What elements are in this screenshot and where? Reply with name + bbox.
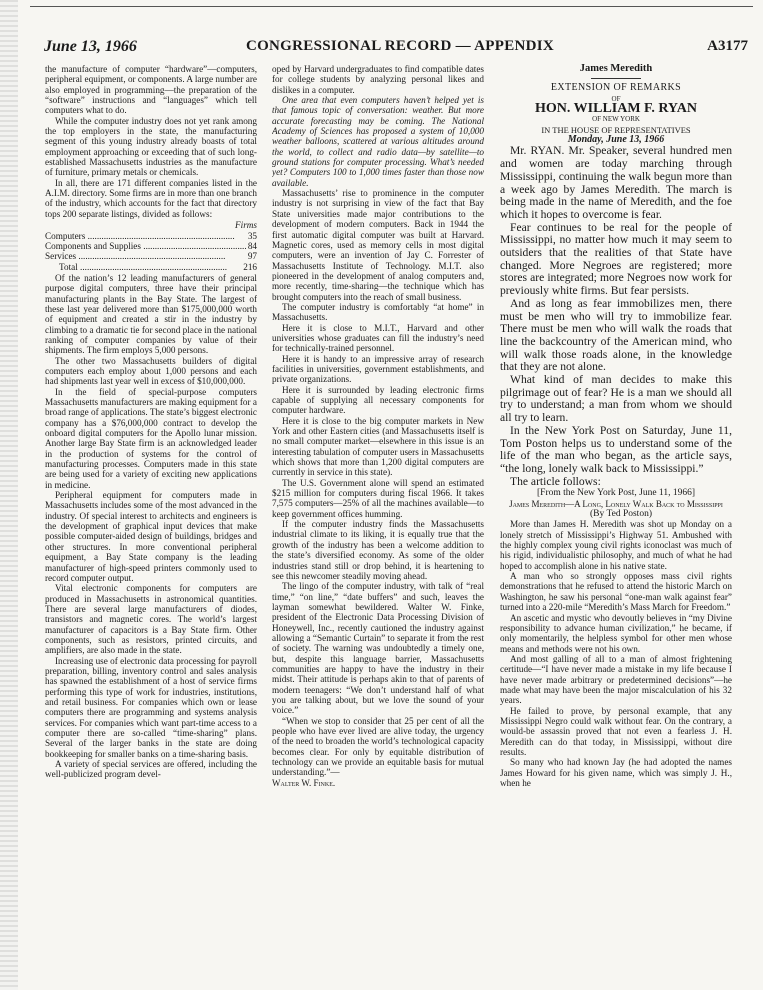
article-paragraph: More than James H. Meredith was shot up Monday on a lonely stretch of Mississippi’s Highway 51. Ambushed with the highly complex young civil rights iconoclast was much of his rigid, individualistic philosophy, and much of what he had hoped to accomplish alone in his native state. (500, 519, 732, 571)
col2-paragraph: The U.S. Government alone will spend an estimated $215 million for computers during fiscal 1966. It takes 7,575 computers—25% of all the machines available—to keep government offices humming. (272, 477, 484, 519)
col1-paragraph: In the field of special-purpose computers Massachusetts manufacturers are making equipment for a broad range of applications. The state’s biggest electronic company has a $76,000,000 contract to develop the onboard digital computers for the Apollo lunar mission. Another large Bay State firm is an acknowledged leader in the production of systems for the control of manufacturing processes. Computers made in this state are being used for a variety of exciting new applications in medicine. (45, 386, 257, 490)
firms-table (45, 220, 257, 272)
table-row-label: Computers ..... (45, 231, 246, 241)
table-total-label: Total ..... (59, 262, 241, 272)
table-row-value: 97 (247, 251, 257, 262)
column-2 (272, 64, 484, 984)
member-name: HON. WILLIAM F. RYAN (535, 101, 697, 117)
article-paragraph: And most galling of all to a man of almost frightening certitude—“I have never made a mistake in my life because I have never made arbitrary or predetermined decisions”—he made what may have been the major miscalculation of his 32 years. (500, 653, 732, 706)
col1-paragraph: While the computer industry does not yet rank among the top employers in the state, the manufacturing segment of this young industry already boasts of total employment approaching or exceeding that of such long-established Massachusetts industries as the manufacture of furniture, primary metals or chemicals. (45, 115, 257, 178)
col1-paragraph: The other two Massachusetts builders of digital computers each employ about 1,000 persons and each had shipments last year well in excess of $10,000,000. (45, 355, 257, 387)
article-paragraph: He failed to prove, by personal example, that any Mississippi Negro could walk without fear. On the contrary, a would-be assassin proved that not even a fearless J. H. Meredith can do that today, in Mississippi, without dire results. (500, 705, 732, 757)
header-page-number: A3177 (707, 38, 748, 54)
table-total-value: 216 (243, 261, 257, 272)
table-row (45, 231, 257, 241)
chamber: IN THE HOUSE OF REPRESENTATIVES (541, 124, 691, 135)
table-row (45, 251, 257, 261)
article-title: James Meredith (579, 64, 653, 74)
table-row-label: Components and Supplies ..... (45, 241, 246, 251)
col2-italic-paragraph: One area that even computers haven’t helped yet is that famous topic of conversation: weather. But more accurate forecasting may be coming. The National Academy of Sciences has proposed a system of 10,000 weather balloons, scattered at various altitudes around the world, to collect and radio data—by satellite—to ground stations for computer processing. What’s needed yet? Computers 100 to 1,000 times faster than those now available. (272, 95, 484, 188)
speech-paragraph: Fear continues to be real for the people of Mississippi, no matter how much it may seem to outsiders that the realities of that State have changed. More Negroes are registered; more stores are integrated; more Negroes now work for previously white firms. But fear persists. (500, 220, 732, 298)
col1-paragraph: Increasing use of electronic data processing for payroll preparation, billing, inventory control and sales analysis has spawned the establishment of a host of service firms performing this type of work for industries, institutions, and retail business. For companies which own or lease computers there are programming and systems analysis services. For companies which want part-time access to a computer there are so-called “time-sharing” plans. Several of the larger banks in the state are doing bookkeeping for smaller banks on a time-sharing basis. (45, 655, 257, 759)
column-1 (45, 64, 257, 984)
header-title: CONGRESSIONAL RECORD — APPENDIX (245, 38, 555, 54)
col2-paragraph: The lingo of the computer industry, with talk of “real time,” “on line,” “date buffers” and such, leaves the layman somewhat bewildered. Walter W. Finke, president of the Electronic Data Processing Division of Honeywell, Inc., recently cautioned the industry against allowing a “Semantic Curtain” to separate it from the rest of society. The warning was undoubtedly a timely one, but, despite this language barrier, Massachusetts communities are happy to have the industry in their midst. Their attitude is perhaps akin to that of parents of modern teenagers: “We don’t understand half of what you are talking about, but we love the sound of your voice.” (272, 581, 484, 716)
col2-paragraph: oped by Harvard undergraduates to find compatible dates for college students by analyzing personal likes and dislikes in a computer. (272, 64, 484, 95)
table-total-row (45, 262, 257, 272)
column-3 (500, 64, 732, 984)
session-date: Monday, June 13, 1966 (567, 134, 665, 146)
col2-paragraph: Here it is close to the big computer markets in New York and other Eastern cities (and Massachusetts itself is no small computer market—elsewhere in this issue is an interesting tabulation of computer users in Massachusetts which shows that more than 1,200 digital computers are currently in service in this state). (272, 415, 484, 478)
article-paragraph: So many who had known Jay (he had adopted the names James Howard for his given name, which was simply J. H., when he (500, 757, 732, 789)
article-byline: (By Ted Poston) (590, 509, 652, 520)
speech-paragraph: And as long as fear immobilizes men, there must be men who will try to immobilize fear. There must be men who will walk the roads that line the backcountry of the American mind, who will walk those roads alone, in the knowledge that they are not alone. (500, 296, 732, 374)
top-rule (30, 6, 753, 7)
col2-paragraph: Here it is surrounded by leading electronic firms capable of supplying all necessary components for computer hardware. (272, 384, 484, 416)
header-date: June 13, 1966 (44, 38, 137, 55)
speech-paragraph: In the New York Post on Saturday, June 11, Tom Poston helps us to understand some of the life of the man who began, as the article says, “the long, lonely walk back to Mississippi.” (500, 423, 732, 475)
scan-margin-shadow (0, 0, 18, 990)
article-paragraph: An ascetic and mystic who devoutly believes in “my Divine responsibility to advance human civilization,” he became, if only momentarily, the helpless symbol for other men whose means and methods were not his own. (500, 612, 732, 654)
table-row-label: Services ..... (45, 251, 246, 261)
col1-paragraph: the manufacture of computer “hardware”—computers, peripheral equipment, or components. A large number are also employed in programming—the preparation of the “software” instructions and “languages” which tell computers what to do. (45, 64, 257, 116)
article-source: [From the New York Post, June 11, 1966] (537, 488, 695, 499)
table-row-value: 84 (247, 240, 257, 251)
col1-paragraph: Peripheral equipment for computers made in Massachusetts includes some of the most advanced in the industry. Of special interest to architects and engineers is the development of graphical input devices that make possible computer-aided design of buildings, bridges and other structures. In more conventional peripheral equipment, a Bay State company is the leading manufacturer of high-speed printers commonly used to record computer output. (45, 490, 257, 583)
col2-paragraph: Here it is handy to an impressive array of research facilities in universities, government establishments, and private organizations. (272, 353, 484, 385)
extension-heading: EXTENSION OF REMARKS (550, 82, 682, 94)
col2-paragraph: Here it is close to M.I.T., Harvard and other universities whose graduates can fill the industry’s need for technically-trained personnel. (272, 322, 484, 354)
col1-paragraph: Of the nation’s 12 leading manufacturers of general purpose digital computers, three have their principal manufacturing plants in the Bay State. The largest of these last year delivered more than $175,000,000 worth of equipment and created a stir in the industry by climbing to a dramatic tie for second place in the national ranking of computer companies by value of their shipments. The firm employs 5,000 persons. (45, 272, 257, 356)
col1-paragraph: In all, there are 171 different companies listed in the A.I.M. directory. Some firms are in more than one branch of the industry, which accounts for the fact that directory tops 200 separate listings, divided as follows: (45, 177, 257, 219)
firms-table-header: Firms (235, 220, 257, 231)
col1-paragraph: Vital electronic components for computers are produced in Massachusetts in astronomical quantities. There are several large manufacturers of diodes, transistors and magnetic cores. The world’s largest manufacturer of capacitors is a Bay State firm. Other components, such as resistors, printed circuits, and amplifiers, are also made in the state. (45, 583, 257, 656)
col2-paragraph: “When we stop to consider that 25 per cent of all the people who have ever lived are alive today, the urgency of the need to broaden the world’s technological capacity becomes clear. For only by equitable distribution of technology can we provide an equitable basis for mutual understanding.”— (272, 715, 484, 778)
table-row-value: 35 (247, 230, 257, 241)
col2-paragraph: The computer industry is comfortably “at home” in Massachusetts. (272, 301, 484, 323)
speech-body (500, 145, 732, 488)
col2-signature: Walter W. Finke. (272, 777, 336, 788)
speech-paragraph: Mr. RYAN. Mr. Speaker, several hundred men and women are today marching through Mississippi, continuing the walk begun more than a week ago by James Meredith. The march is being made in the name of Meredith, and the foe which it hopes to overcome is fear. (500, 144, 732, 221)
divider (591, 78, 641, 79)
speech-paragraph: The article follows: (510, 474, 601, 488)
page-header (44, 38, 756, 62)
member-state: OF NEW YORK (592, 115, 640, 124)
col2-paragraph: Massachusetts’ rise to prominence in the computer industry is not surprising in view of the fact that Bay State universities made major contributions to the development of modern computers. Back in 1944 the first automatic digital computer was built at Harvard. Magnetic cores, used as memory cells in most digital computers, were an invention of Jay C. Forrester of Massachusetts Institute of Technology. M.I.T. also pioneered in the development of analog computers and, more recently, time-sharing—the technique which has brought computers into the reach of small business. (272, 188, 484, 302)
col1-paragraph: A variety of special services are offered, including the well-publicized program devel- (45, 759, 257, 780)
table-row (45, 241, 257, 251)
speech-paragraph: What kind of man decides to make this pilgrimage out of fear? He is a man we should all try to understand; a man from whom we should all try to learn. (500, 373, 732, 425)
col2-paragraph: If the computer industry finds the Massachusetts industrial climate to its liking, it is equally true that the growth of the industry has been a welcome addition to the state’s diversified economy. As some of the older industries stand still or drop behind, it is heartening to see this newcomer steadily moving ahead. (272, 519, 484, 581)
of-label: OF (611, 94, 621, 103)
article-paragraph: A man who so strongly opposes mass civil rights demonstrations that he refused to attend the historic March on Washington, he saw his personal “one-man walk against fear” turned into a 220-mile “Meredith’s Mass March for Freedom.” (500, 571, 732, 613)
article-headline: James Meredith—A Long, Lonely Walk Back to Mississippi (509, 498, 723, 509)
